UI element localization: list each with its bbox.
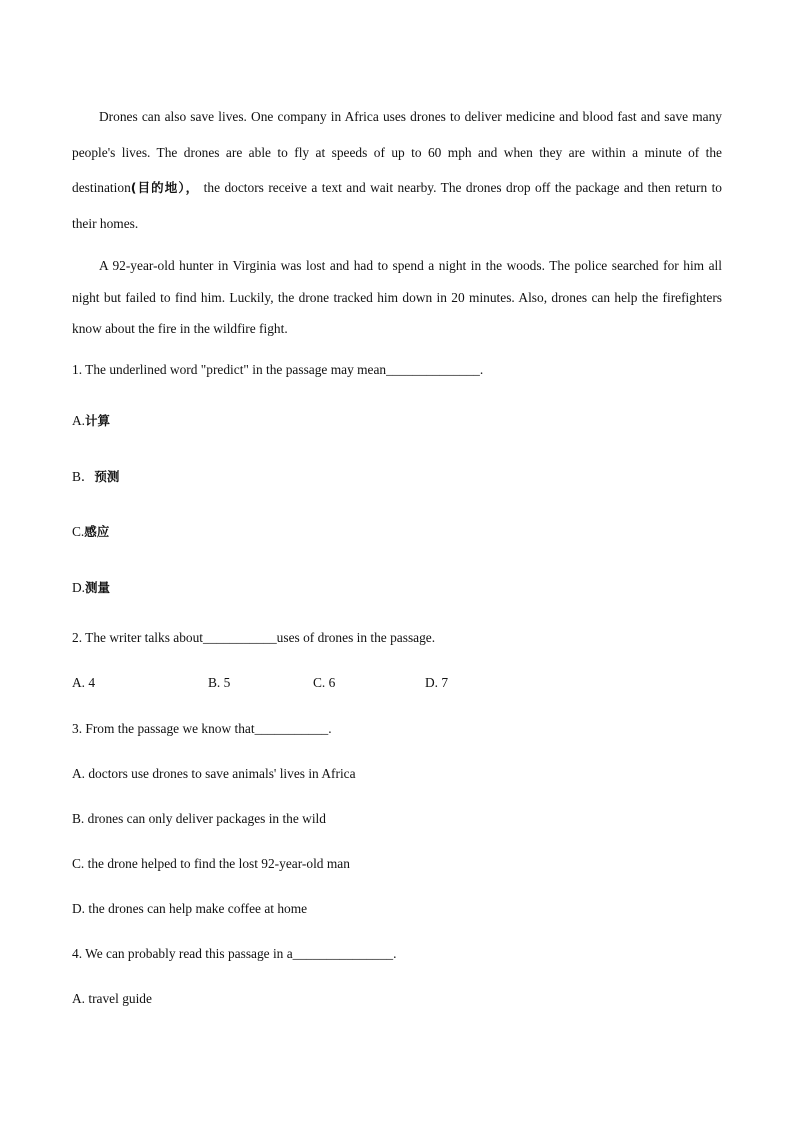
passage-paragraph-1-text-b: the doctors receive a text and wait nearby. The drones drop off the package and then return to their homes. <box>72 180 722 231</box>
question-3-option-b[interactable]: B. drones can only deliver packages in the wild <box>72 811 326 826</box>
question-1-option-a[interactable] <box>72 412 110 430</box>
option-label: D. <box>72 580 86 595</box>
question-1-option-d[interactable] <box>72 579 110 597</box>
option-label: B． <box>72 469 95 484</box>
question-1-option-b[interactable] <box>72 468 119 486</box>
passage-paragraph-1-text-a: Drones can also save lives. One company in Africa uses drones to deliver medicine and blood fast and save many people's lives. The drones are able to fly at speeds of up to 60 mph and when they are within a minute of the destination <box>72 109 722 195</box>
question-3-option-c[interactable]: C. the drone helped to find the lost 92-year-old man <box>72 856 350 871</box>
question-4-stem: 4. We can probably read this passage in a_______________. <box>72 946 397 961</box>
option-text: 测量 <box>85 580 111 595</box>
destination-gloss: (目的地）， <box>130 180 200 195</box>
passage-paragraph-2 <box>72 250 722 345</box>
passage-paragraph-1 <box>72 99 722 241</box>
question-2-option-a[interactable]: A. 4 <box>72 675 96 690</box>
option-text: 感应 <box>84 524 110 539</box>
option-label: C. <box>72 524 85 539</box>
question-3-option-a[interactable]: A. doctors use drones to save animals' lives in Africa <box>72 766 356 781</box>
question-2-option-d[interactable]: D. 7 <box>425 675 449 690</box>
question-4-option-a[interactable]: A. travel guide <box>72 991 152 1006</box>
option-text: 预测 <box>94 469 120 484</box>
question-2-stem: 2. The writer talks about___________uses of drones in the passage. <box>72 630 436 645</box>
question-3-option-d[interactable]: D. the drones can help make coffee at home <box>72 901 308 916</box>
question-2-option-c[interactable]: C. 6 <box>313 675 336 690</box>
question-3-stem: 3. From the passage we know that___________. <box>72 721 332 736</box>
question-1-stem: 1. The underlined word "predict" in the passage may mean______________. <box>72 362 484 377</box>
passage-paragraph-2-text: A 92-year-old hunter in Virginia was lost and had to spend a night in the woods. The police searched for him all night but failed to find him. Luckily, the drone tracked him down in 20 minutes. Also, drones can help the firefighters know about the fire in the wildfire fight. <box>72 258 722 336</box>
question-2-option-b[interactable]: B. 5 <box>208 675 231 690</box>
option-label: A. <box>72 413 86 428</box>
question-1-option-c[interactable] <box>72 523 109 541</box>
option-text: 计算 <box>85 413 111 428</box>
